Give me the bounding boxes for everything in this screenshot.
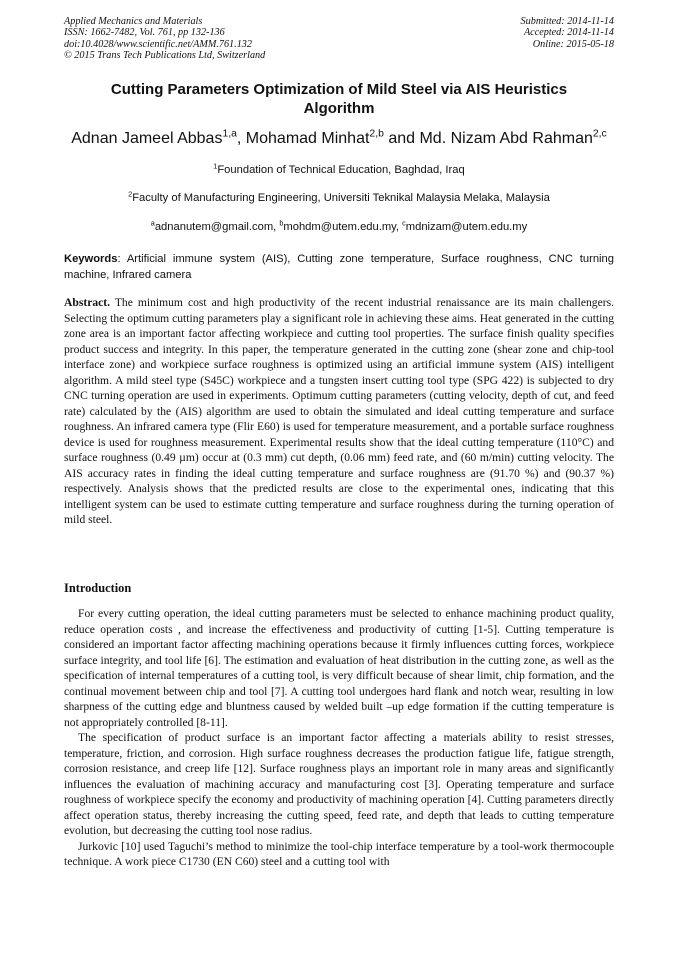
author-separator: and [383,130,420,147]
submitted-date: Submitted: 2014-11-14 [520,16,614,27]
email-b-sup: b [279,218,284,228]
keywords-label: Keywords [64,253,118,265]
doi-line: doi:10.4028/www.scientific.net/AMM.761.132 [64,38,252,50]
author-2-sup: 2,b [369,128,384,140]
email-c: mdnizam@utem.edu.my [405,221,528,233]
title-line-1: Cutting Parameters Optimization of Mild Steel via AIS Heuristics [110,81,568,98]
abstract-label: Abstract. [64,296,111,309]
keywords-text: : Artificial immune system (AIS), Cutting zone temperature, Surface roughness, CNC turning machine, Infrared camera [64,253,614,281]
email-b: mohdm@utem.edu.my, [283,221,403,233]
copyright-line: © 2015 Trans Tech Publications Ltd, Switzerland [64,50,266,62]
author-3-sup: 2,c [592,128,607,140]
affiliation-2 [40,191,638,205]
author-emails [40,220,638,234]
affiliation-2-sup: 2 [128,189,133,199]
author-3: Md. Nizam Abd Rahman [419,130,593,147]
intro-paragraph-3: Jurkovic [10] used Taguchi’s method to minimize the tool-chip interface temperature by a tool-work thermocouple technique. A work piece C1730 (EN C60) steel and a cutting tool with [64,839,614,868]
abstract-block [64,295,614,528]
affiliation-1 [40,163,638,177]
intro-paragraph-1: For every cutting operation, the ideal cutting parameters must be selected to enhance machining product quality, reduce operation costs , and increase the effectiveness and productivity of cutting [1-5]. Cutting temperature is considered an important factor affecting machining operations because it firmly influences cutting forces, workpiece surface integrity, and tool life [6]. The estimation and evaluation of heat distribution in the cutting zone, as well as the specification of internal temperatures of a cutting tool, is very difficult because of shear limit, chip formation, and the continual movement between chip and tool [7]. A cutting tool undergoes hard flank and notch wear, resulting in low sharpness of the cutting edge and bluntness caused by welded built –up edge formation if the cutting temperature is not appropriately controlled [8-11]. [64,607,614,729]
submission-dates [521,16,614,50]
abstract-text: The minimum cost and high productivity of the recent industrial renaissance are its main challengers. Selecting the optimum cutting parameters play a significant role in achieving these aims. Heat generated in the cutting zone area is an important factor affecting workpiece and cutting tool properties. The surface finish quality specifies product success and integrity. In this paper, the temperature generated in the cutting zone (shear zone and chip-tool interface zone) and workpiece surface roughness is optimized using an artificial immune system (AIS) intelligent algorithm. A mild steel type (S45C) workpiece and a tungsten insert cutting tool type (SPG 422) is subjected to dry CNC turning operation are used in experiments. Optimum cutting parameters (cutting velocity, depth of cut, and feed rate) calculated by the (AIS) algorithm are used to obtain the simulated and ideal cutting temperature and surface roughness. An infrared camera type (Flir E60) is used for temperature measurement, and a portable surface roughness device is used for roughness measurement. Experimental results show that the ideal cutting temperature (110°C) and surface roughness (0.49 µm) occur at (0.3 mm) cut depth, (0.06 mm) feed rate, and (60 m/min) cutting velocity. The AIS accuracy rates in finding the ideal cutting temperature and surface roughness are (91.70 %) and (90.37 %) respectively. Analysis shows that the predicted results are close to the experimental ones, indicating that this intelligent system can be used to estimate cutting temperature and surface roughness during the turning operation of mild steel. [64,296,614,526]
introduction-body [64,606,614,870]
author-separator: , [236,130,246,147]
paper-title [60,80,618,118]
email-c-sup: c [402,218,406,228]
journal-name: Applied Mechanics and Materials [64,16,203,27]
online-date: Online: 2015-05-18 [532,38,614,50]
author-1-sup: 1,a [222,128,237,140]
email-a-sup: a [150,218,155,228]
intro-paragraph-2: The specification of product surface is an important factor affecting a materials ability to resist stresses, temperature, friction, and corrosion. High surface roughness decreases the production fatigue life, fatigue strength, corrosion resistance, and creep life [12]. Surface roughness plays an important role in many areas and significantly influences the evaluation of machining accuracy and manufacturing cost [3]. Operating temperature and surface roughness of workpiece specify the economy and productivity of machining operation [4]. Cutting parameters directly affect operation status, thereby increasing the cutting speed, feed rate, and depth that leads to cutting temperature evolution, but decreasing the cutting tool nose radius. [64,731,614,837]
author-1: Adnan Jameel Abbas [71,130,223,147]
email-a: adnanutem@gmail.com, [154,221,280,233]
issn-line: ISSN: 1662-7482, Vol. 761, pp 132-136 [64,27,225,39]
author-2: Mohamad Minhat [245,130,370,147]
affiliation-1-sup: 1 [213,161,218,171]
accepted-date: Accepted: 2014-11-14 [523,27,614,39]
affiliation-2-text: Faculty of Manufacturing Engineering, Universiti Teknikal Malaysia Melaka, Malaysia [132,192,550,204]
introduction-heading: Introduction [64,581,132,595]
journal-info [64,16,265,62]
keywords-block [64,252,614,283]
author-list [40,129,638,149]
title-line-2: Algorithm [303,100,375,117]
affiliation-1-text: Foundation of Technical Education, Baghdad, Iraq [217,164,465,176]
